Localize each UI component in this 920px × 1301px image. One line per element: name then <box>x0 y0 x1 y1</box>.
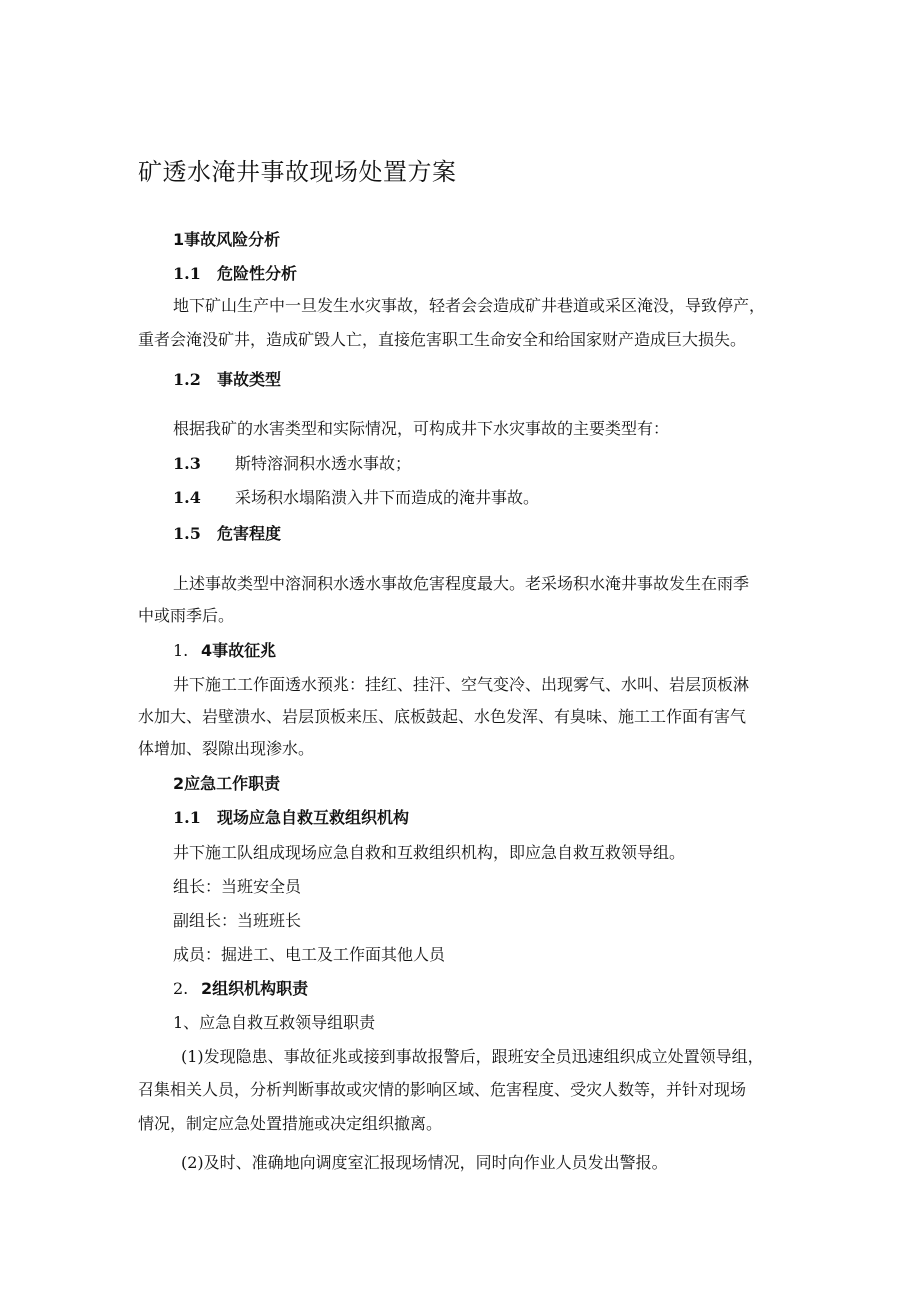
section-number: 1.1 <box>173 808 201 827</box>
section-label: 4事故征兆 <box>201 641 277 660</box>
paragraph-line: (1)发现隐患、事故征兆或接到事故报警后，跟班安全员迅速组织成立处置领导组， <box>181 1047 764 1066</box>
section-label: 危害程度 <box>217 524 282 543</box>
section-number: 1.5 <box>173 524 201 543</box>
section-number: 1.4 <box>173 488 201 507</box>
section-2-heading: 2应急工作职责 <box>173 774 281 793</box>
section-label: 采场积水塌陷溃入井下而造成的淹井事故。 <box>235 488 540 507</box>
section-number: 1. <box>173 641 189 660</box>
section-label: 现场应急自救互救组织机构 <box>217 808 410 827</box>
paragraph-line: 根据我矿的水害类型和实际情况，可构成井下水灾事故的主要类型有： <box>173 419 670 438</box>
section-1-1-heading <box>173 263 297 285</box>
paragraph-line: 中或雨季后。 <box>138 606 235 625</box>
section-1-2-heading <box>173 369 281 391</box>
paragraph-line: 体增加、裂隙出现渗水。 <box>138 739 315 758</box>
paragraph-line: 成员：掘进工、电工及工作面其他人员 <box>173 945 446 964</box>
paragraph-line: 召集相关人员，分析判断事故或灾情的影响区域、危害程度、受灾人数等，并针对现场 <box>138 1080 747 1099</box>
paragraph-line: 组长：当班安全员 <box>173 877 302 896</box>
paragraph-line: 井下施工工作面透水预兆：挂红、挂汗、空气变冷、出现雾气、水叫、岩层顶板淋 <box>173 675 750 694</box>
section-number: 2. <box>173 979 189 998</box>
document-title: 矿透水淹井事故现场处置方案 <box>138 158 457 186</box>
section-label: 事故类型 <box>217 370 282 389</box>
paragraph-line: 上述事故类型中溶洞积水透水事故危害程度最大。老采场积水淹井事故发生在雨季 <box>173 574 750 593</box>
paragraph-line: (2)及时、准确地向调度室汇报现场情况，同时向作业人员发出警报。 <box>181 1153 668 1172</box>
section-2-2-heading <box>173 978 308 1000</box>
section-1-4b-heading <box>173 640 276 662</box>
section-2-1-heading <box>173 807 409 829</box>
paragraph-line: 水加大、岩壁溃水、岩层顶板来压、底板鼓起、水色发浑、有臭味、施工工作面有害气 <box>138 707 747 726</box>
section-number: 1.2 <box>173 370 201 389</box>
paragraph-line: 重者会淹没矿井，造成矿毁人亡，直接危害职工生命安全和给国家财产造成巨大损失。 <box>138 330 747 349</box>
paragraph-line: 副组长：当班班长 <box>173 911 302 930</box>
section-1-heading: 1事故风险分析 <box>173 230 281 249</box>
paragraph-line: 井下施工队组成现场应急自救和互救组织机构，即应急自救互救领导组。 <box>173 843 686 862</box>
section-1-3-item <box>173 453 411 475</box>
paragraph-line: 情况，制定应急处置措施或决定组织撤离。 <box>138 1114 443 1133</box>
section-number: 1.1 <box>173 264 201 283</box>
section-label: 危险性分析 <box>217 264 298 283</box>
section-number: 1.3 <box>173 454 201 473</box>
paragraph-line: 1、应急自救互救领导组职责 <box>173 1013 376 1032</box>
section-1-5-heading <box>173 523 281 545</box>
section-1-4-item <box>173 487 539 509</box>
section-label: 斯特溶洞积水透水事故； <box>235 454 412 473</box>
section-label: 2组织机构职责 <box>201 979 309 998</box>
paragraph-line: 地下矿山生产中一旦发生水灾事故，轻者会会造成矿井巷道或采区淹没，导致停产， <box>173 296 766 315</box>
